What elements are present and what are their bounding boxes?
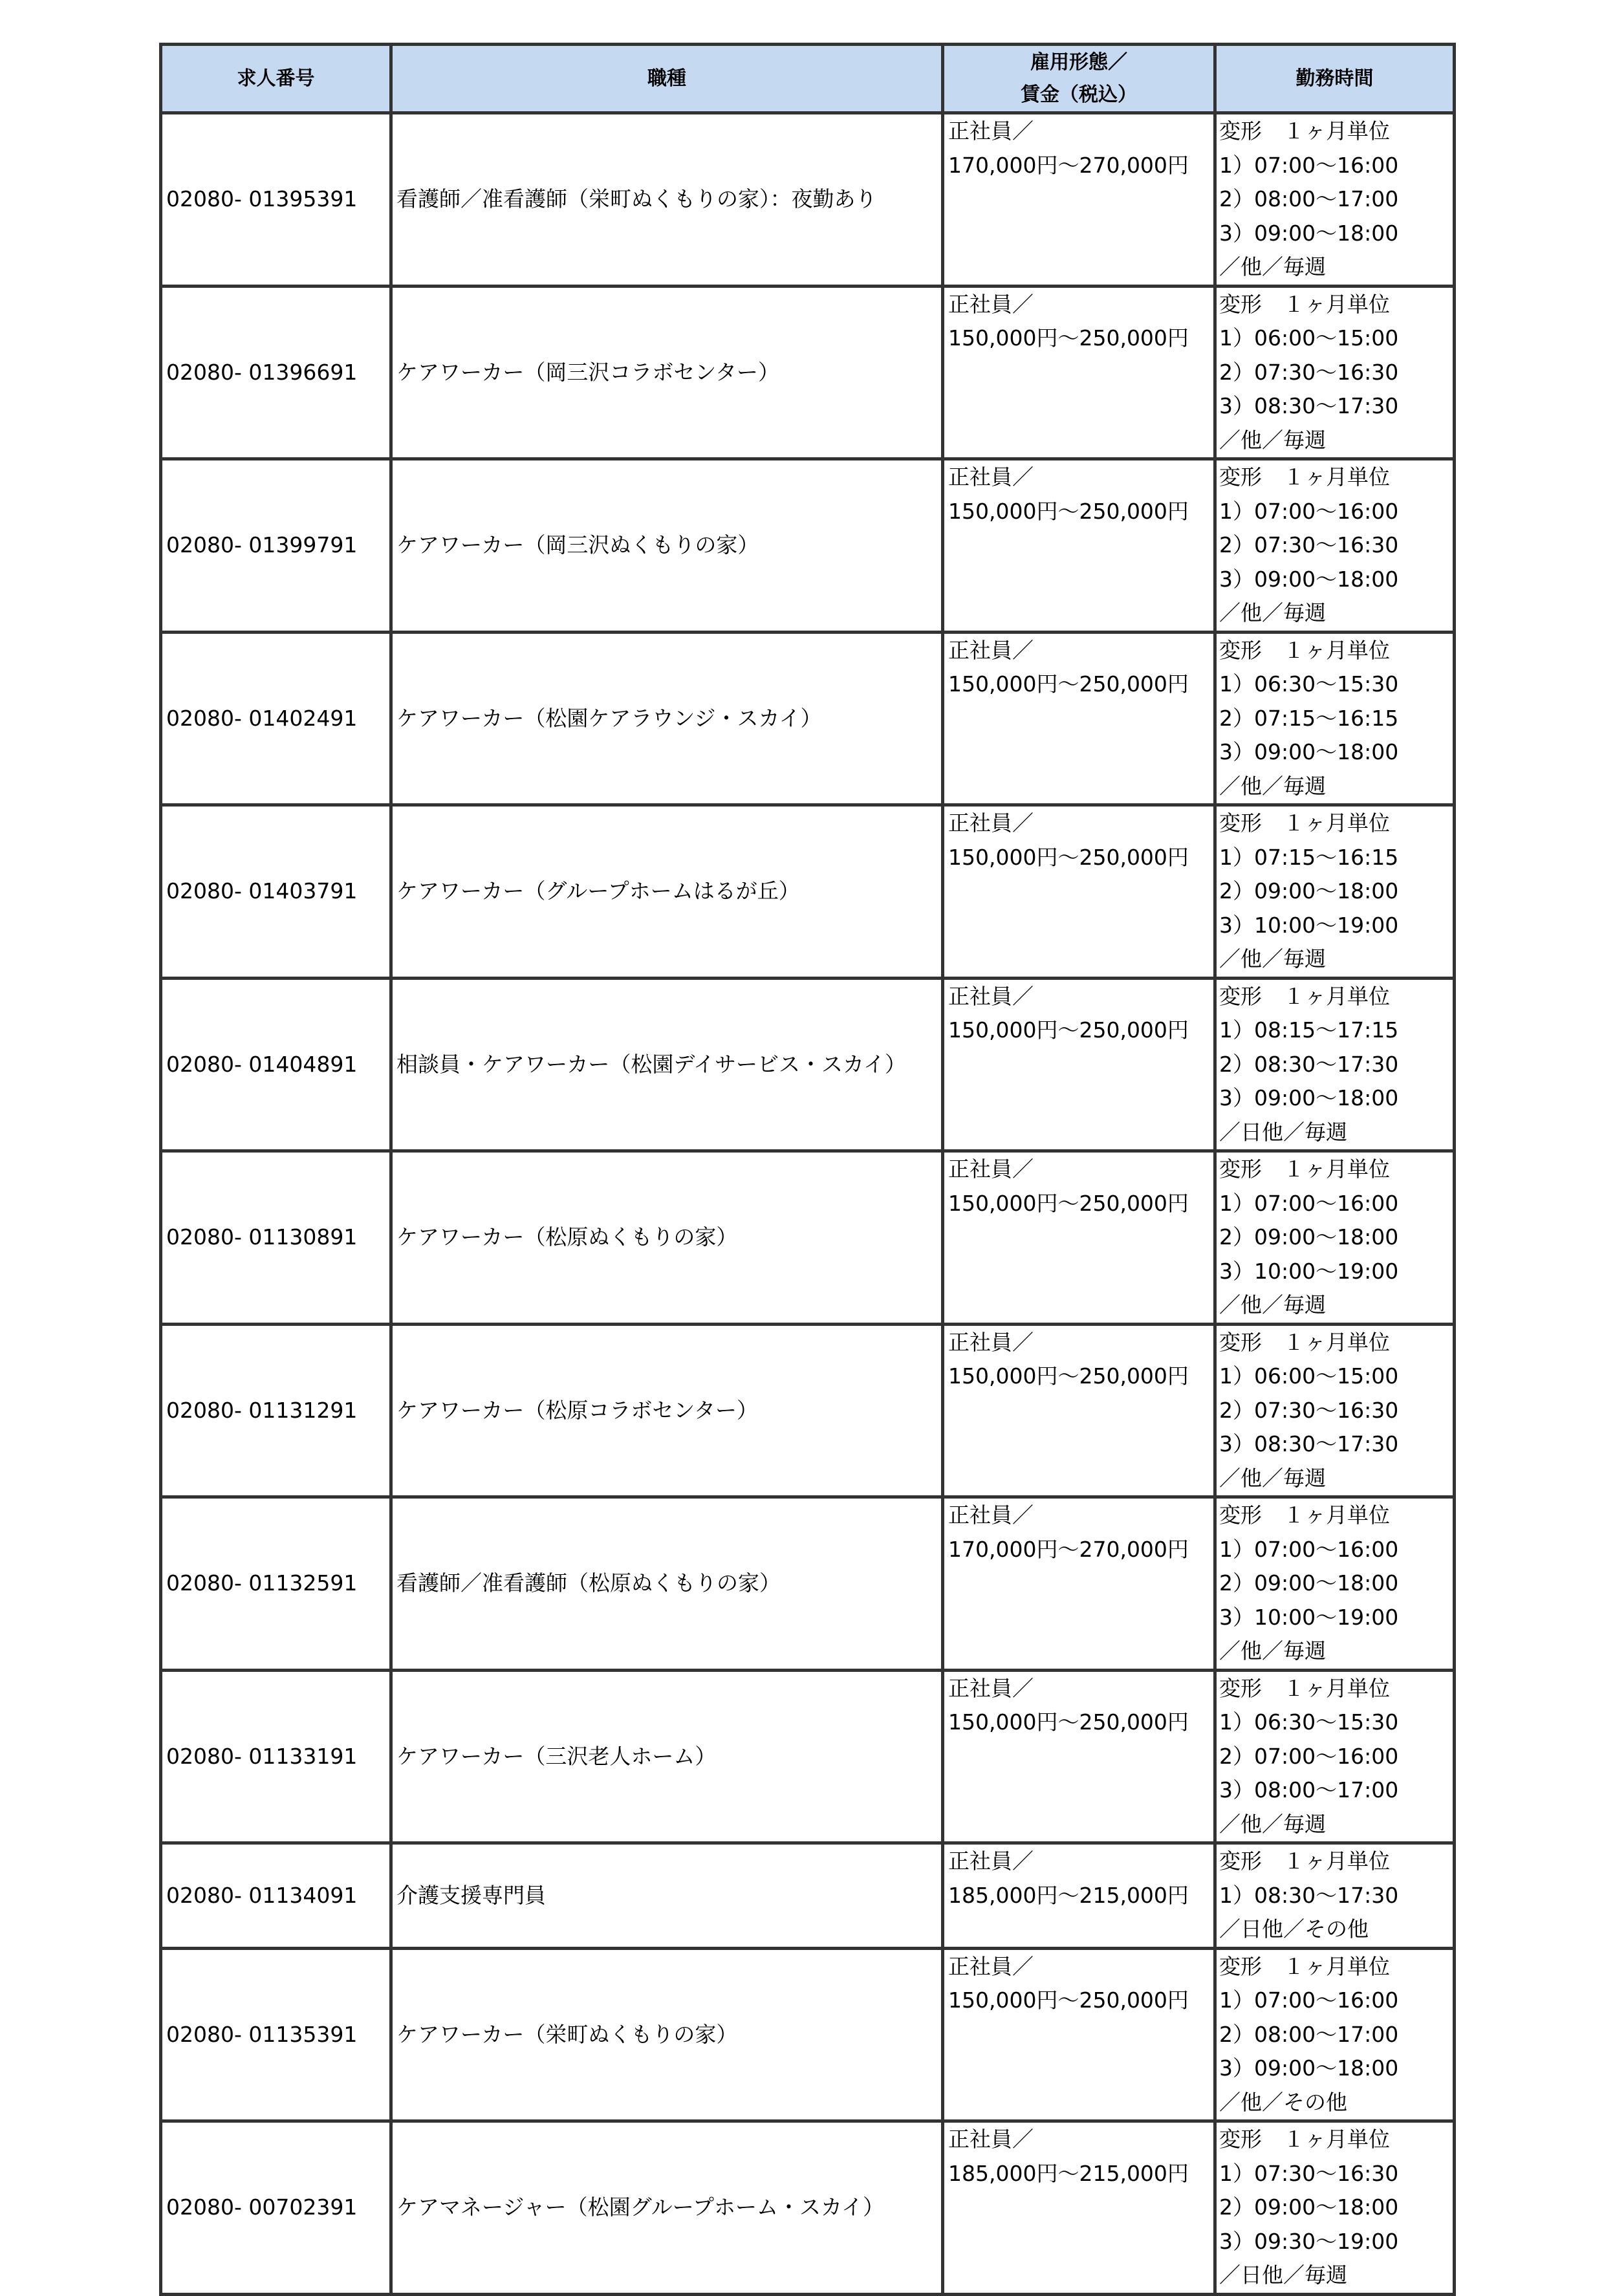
table-body: [161, 113, 1455, 2295]
wage-range: 170,000円〜270,000円: [948, 152, 1189, 178]
work-hours-line: ／他／毎週: [1219, 946, 1326, 971]
work-hours-line: 3）08:30〜17:30: [1219, 393, 1399, 418]
job-listings-sheet: [159, 43, 1456, 2296]
work-hours-cell: [1215, 1948, 1455, 2121]
employment-wage-cell: [943, 1843, 1215, 1949]
work-hours-line: 2）09:00〜18:00: [1219, 1570, 1399, 1596]
employment-wage-cell: [943, 113, 1215, 287]
work-hours-line: 1）08:15〜17:15: [1219, 1017, 1399, 1043]
job-id-cell: 02080- 01404891: [161, 978, 391, 1151]
wage-range: 170,000円〜270,000円: [948, 1536, 1189, 1562]
wage-range: 150,000円〜250,000円: [948, 498, 1189, 524]
table-row: [161, 1843, 1455, 1949]
job-id-cell: 02080- 01395391: [161, 113, 391, 287]
job-title-cell: 介護支援専門員: [391, 1843, 943, 1949]
job-title-cell: ケアワーカー（松園ケアラウンジ・スカイ）: [391, 632, 943, 805]
wage-range: 150,000円〜250,000円: [948, 1190, 1189, 1216]
job-title-cell: ケアワーカー（松原コラボセンター）: [391, 1324, 943, 1497]
job-title-cell: 看護師／准看護師（松原ぬくもりの家）: [391, 1497, 943, 1671]
work-hours-line: 2）09:00〜18:00: [1219, 878, 1399, 904]
job-listings-table: [159, 43, 1456, 2296]
work-hours-line: 変形 １ヶ月単位: [1219, 1848, 1390, 1874]
work-hours-line: 変形 １ヶ月単位: [1219, 810, 1390, 836]
employment-type: 正社員／: [948, 1675, 1034, 1701]
job-id-cell: 02080- 01396691: [161, 286, 391, 459]
work-hours-line: 1）07:00〜16:00: [1219, 152, 1399, 178]
work-hours-line: 1）07:00〜16:00: [1219, 1190, 1399, 1216]
work-hours-cell: [1215, 1324, 1455, 1497]
work-hours-line: 2）08:00〜17:00: [1219, 2021, 1399, 2047]
job-id-cell: 02080- 01402491: [161, 632, 391, 805]
employment-type: 正社員／: [948, 1502, 1034, 1528]
table-row: [161, 1324, 1455, 1497]
work-hours-line: 変形 １ヶ月単位: [1219, 464, 1390, 490]
header-employment-wage: [943, 45, 1215, 113]
job-title-cell: ケアマネージャー（松園グループホーム・スカイ）: [391, 2121, 943, 2295]
employment-wage-cell: [943, 1497, 1215, 1671]
employment-type: 正社員／: [948, 1953, 1034, 1979]
table-row: [161, 286, 1455, 459]
work-hours-line: ／日他／その他: [1219, 1916, 1369, 1942]
wage-range: 150,000円〜250,000円: [948, 325, 1189, 351]
work-hours-line: 変形 １ヶ月単位: [1219, 1329, 1390, 1355]
work-hours-line: ／他／毎週: [1219, 773, 1326, 799]
table-row: [161, 2121, 1455, 2295]
header-work-hours: 勤務時間: [1215, 45, 1455, 113]
employment-type: 正社員／: [948, 983, 1034, 1009]
job-title-cell: 看護師／准看護師（栄町ぬくもりの家）：夜勤あり: [391, 113, 943, 287]
employment-wage-cell: [943, 978, 1215, 1151]
work-hours-line: 変形 １ヶ月単位: [1219, 118, 1390, 144]
job-title-cell: ケアワーカー（三沢老人ホーム）: [391, 1670, 943, 1843]
work-hours-line: 1）07:00〜16:00: [1219, 498, 1399, 524]
employment-type: 正社員／: [948, 2127, 1034, 2152]
job-title-cell: 相談員・ケアワーカー（松園デイサービス・スカイ）: [391, 978, 943, 1151]
employment-wage-cell: [943, 2121, 1215, 2295]
table-row: [161, 632, 1455, 805]
work-hours-line: 3）10:00〜19:00: [1219, 1258, 1399, 1284]
work-hours-line: 1）07:15〜16:15: [1219, 844, 1399, 870]
work-hours-cell: [1215, 1843, 1455, 1949]
work-hours-line: 2）09:00〜18:00: [1219, 1224, 1399, 1250]
work-hours-line: 1）06:30〜15:30: [1219, 1709, 1399, 1735]
job-title-cell: ケアワーカー（岡三沢コラボセンター）: [391, 286, 943, 459]
employment-wage-cell: [943, 805, 1215, 979]
job-id-cell: 02080- 01130891: [161, 1151, 391, 1325]
work-hours-line: 3）08:00〜17:00: [1219, 1777, 1399, 1803]
work-hours-line: 2）07:00〜16:00: [1219, 1743, 1399, 1769]
work-hours-line: 変形 １ヶ月単位: [1219, 2127, 1390, 2152]
work-hours-line: ／他／毎週: [1219, 1638, 1326, 1663]
job-id-cell: 02080- 01135391: [161, 1948, 391, 2121]
work-hours-line: ／日他／毎週: [1219, 1119, 1347, 1145]
wage-range: 150,000円〜250,000円: [948, 671, 1189, 697]
employment-wage-cell: [943, 1151, 1215, 1325]
wage-range: 150,000円〜250,000円: [948, 844, 1189, 870]
work-hours-line: 1）06:00〜15:00: [1219, 1363, 1399, 1389]
employment-type: 正社員／: [948, 637, 1034, 663]
table-header: [161, 45, 1455, 113]
header-employment-line2: 賃金（税込）: [1021, 83, 1137, 106]
work-hours-line: ／日他／毎週: [1219, 2262, 1347, 2288]
job-id-cell: 02080- 01399791: [161, 459, 391, 633]
job-title-cell: ケアワーカー（栄町ぬくもりの家）: [391, 1948, 943, 2121]
work-hours-line: ／他／毎週: [1219, 427, 1326, 453]
header-employment-line1: 雇用形態／: [1030, 50, 1127, 74]
table-row: [161, 1948, 1455, 2121]
table-row: [161, 113, 1455, 287]
work-hours-line: 変形 １ヶ月単位: [1219, 983, 1390, 1009]
wage-range: 185,000円〜215,000円: [948, 1882, 1189, 1908]
wage-range: 150,000円〜250,000円: [948, 1987, 1189, 2013]
work-hours-line: 2）07:30〜16:30: [1219, 532, 1399, 558]
wage-range: 185,000円〜215,000円: [948, 2160, 1189, 2186]
work-hours-cell: [1215, 2121, 1455, 2295]
work-hours-line: ／他／毎週: [1219, 1811, 1326, 1837]
work-hours-cell: [1215, 978, 1455, 1151]
work-hours-line: 3）09:00〜18:00: [1219, 566, 1399, 592]
work-hours-line: 変形 １ヶ月単位: [1219, 291, 1390, 317]
employment-wage-cell: [943, 286, 1215, 459]
work-hours-line: 2）09:00〜18:00: [1219, 2194, 1399, 2220]
employment-type: 正社員／: [948, 464, 1034, 490]
table-row: [161, 459, 1455, 633]
work-hours-line: 3）09:00〜18:00: [1219, 739, 1399, 764]
work-hours-cell: [1215, 632, 1455, 805]
work-hours-line: 3）08:30〜17:30: [1219, 1431, 1399, 1457]
work-hours-cell: [1215, 286, 1455, 459]
employment-type: 正社員／: [948, 1156, 1034, 1182]
employment-wage-cell: [943, 1948, 1215, 2121]
employment-type: 正社員／: [948, 291, 1034, 317]
work-hours-line: 3）09:00〜18:00: [1219, 1085, 1399, 1110]
header-job-title: 職種: [391, 45, 943, 113]
job-id-cell: 02080- 01134091: [161, 1843, 391, 1949]
employment-wage-cell: [943, 1670, 1215, 1843]
work-hours-line: 1）06:00〜15:00: [1219, 325, 1399, 351]
job-title-cell: ケアワーカー（岡三沢ぬくもりの家）: [391, 459, 943, 633]
work-hours-line: 2）07:30〜16:30: [1219, 359, 1399, 385]
table-row: [161, 978, 1455, 1151]
employment-type: 正社員／: [948, 810, 1034, 836]
work-hours-line: 変形 １ヶ月単位: [1219, 637, 1390, 663]
work-hours-line: 3）09:00〜18:00: [1219, 220, 1399, 246]
work-hours-cell: [1215, 459, 1455, 633]
employment-type: 正社員／: [948, 1329, 1034, 1355]
employment-type: 正社員／: [948, 1848, 1034, 1874]
work-hours-line: ／他／毎週: [1219, 254, 1326, 279]
table-row: [161, 1497, 1455, 1671]
job-id-cell: 02080- 01132591: [161, 1497, 391, 1671]
work-hours-cell: [1215, 1670, 1455, 1843]
wage-range: 150,000円〜250,000円: [948, 1363, 1189, 1389]
job-title-cell: ケアワーカー（グループホームはるが丘）: [391, 805, 943, 979]
work-hours-line: ／他／毎週: [1219, 1465, 1326, 1491]
table-row: [161, 805, 1455, 979]
header-job-id: 求人番号: [161, 45, 391, 113]
job-id-cell: 02080- 01403791: [161, 805, 391, 979]
table-row: [161, 1151, 1455, 1325]
work-hours-line: 2）08:30〜17:30: [1219, 1051, 1399, 1077]
wage-range: 150,000円〜250,000円: [948, 1709, 1189, 1735]
work-hours-cell: [1215, 805, 1455, 979]
work-hours-line: 1）07:00〜16:00: [1219, 1536, 1399, 1562]
work-hours-line: 1）07:30〜16:30: [1219, 2160, 1399, 2186]
work-hours-cell: [1215, 1497, 1455, 1671]
work-hours-line: ／他／毎週: [1219, 1292, 1326, 1317]
work-hours-line: 1）06:30〜15:30: [1219, 671, 1399, 697]
work-hours-cell: [1215, 1151, 1455, 1325]
work-hours-line: 変形 １ヶ月単位: [1219, 1156, 1390, 1182]
work-hours-line: ／他／毎週: [1219, 600, 1326, 625]
work-hours-line: 3）09:30〜19:00: [1219, 2228, 1399, 2254]
work-hours-line: 3）09:00〜18:00: [1219, 2055, 1399, 2081]
work-hours-line: 変形 １ヶ月単位: [1219, 1675, 1390, 1701]
employment-wage-cell: [943, 632, 1215, 805]
employment-wage-cell: [943, 459, 1215, 633]
job-id-cell: 02080- 01131291: [161, 1324, 391, 1497]
work-hours-line: 2）07:30〜16:30: [1219, 1397, 1399, 1423]
work-hours-line: ／他／その他: [1219, 2089, 1347, 2115]
work-hours-line: 1）08:30〜17:30: [1219, 1882, 1399, 1908]
employment-type: 正社員／: [948, 118, 1034, 144]
work-hours-cell: [1215, 113, 1455, 287]
table-row: [161, 1670, 1455, 1843]
job-id-cell: 02080- 00702391: [161, 2121, 391, 2295]
work-hours-line: 1）07:00〜16:00: [1219, 1987, 1399, 2013]
work-hours-line: 3）10:00〜19:00: [1219, 912, 1399, 938]
work-hours-line: 変形 １ヶ月単位: [1219, 1502, 1390, 1528]
work-hours-line: 3）10:00〜19:00: [1219, 1604, 1399, 1630]
header-row: [161, 45, 1455, 113]
work-hours-line: 2）07:15〜16:15: [1219, 705, 1399, 731]
employment-wage-cell: [943, 1324, 1215, 1497]
job-id-cell: 02080- 01133191: [161, 1670, 391, 1843]
job-title-cell: ケアワーカー（松原ぬくもりの家）: [391, 1151, 943, 1325]
wage-range: 150,000円〜250,000円: [948, 1017, 1189, 1043]
work-hours-line: 変形 １ヶ月単位: [1219, 1953, 1390, 1979]
work-hours-line: 2）08:00〜17:00: [1219, 186, 1399, 211]
